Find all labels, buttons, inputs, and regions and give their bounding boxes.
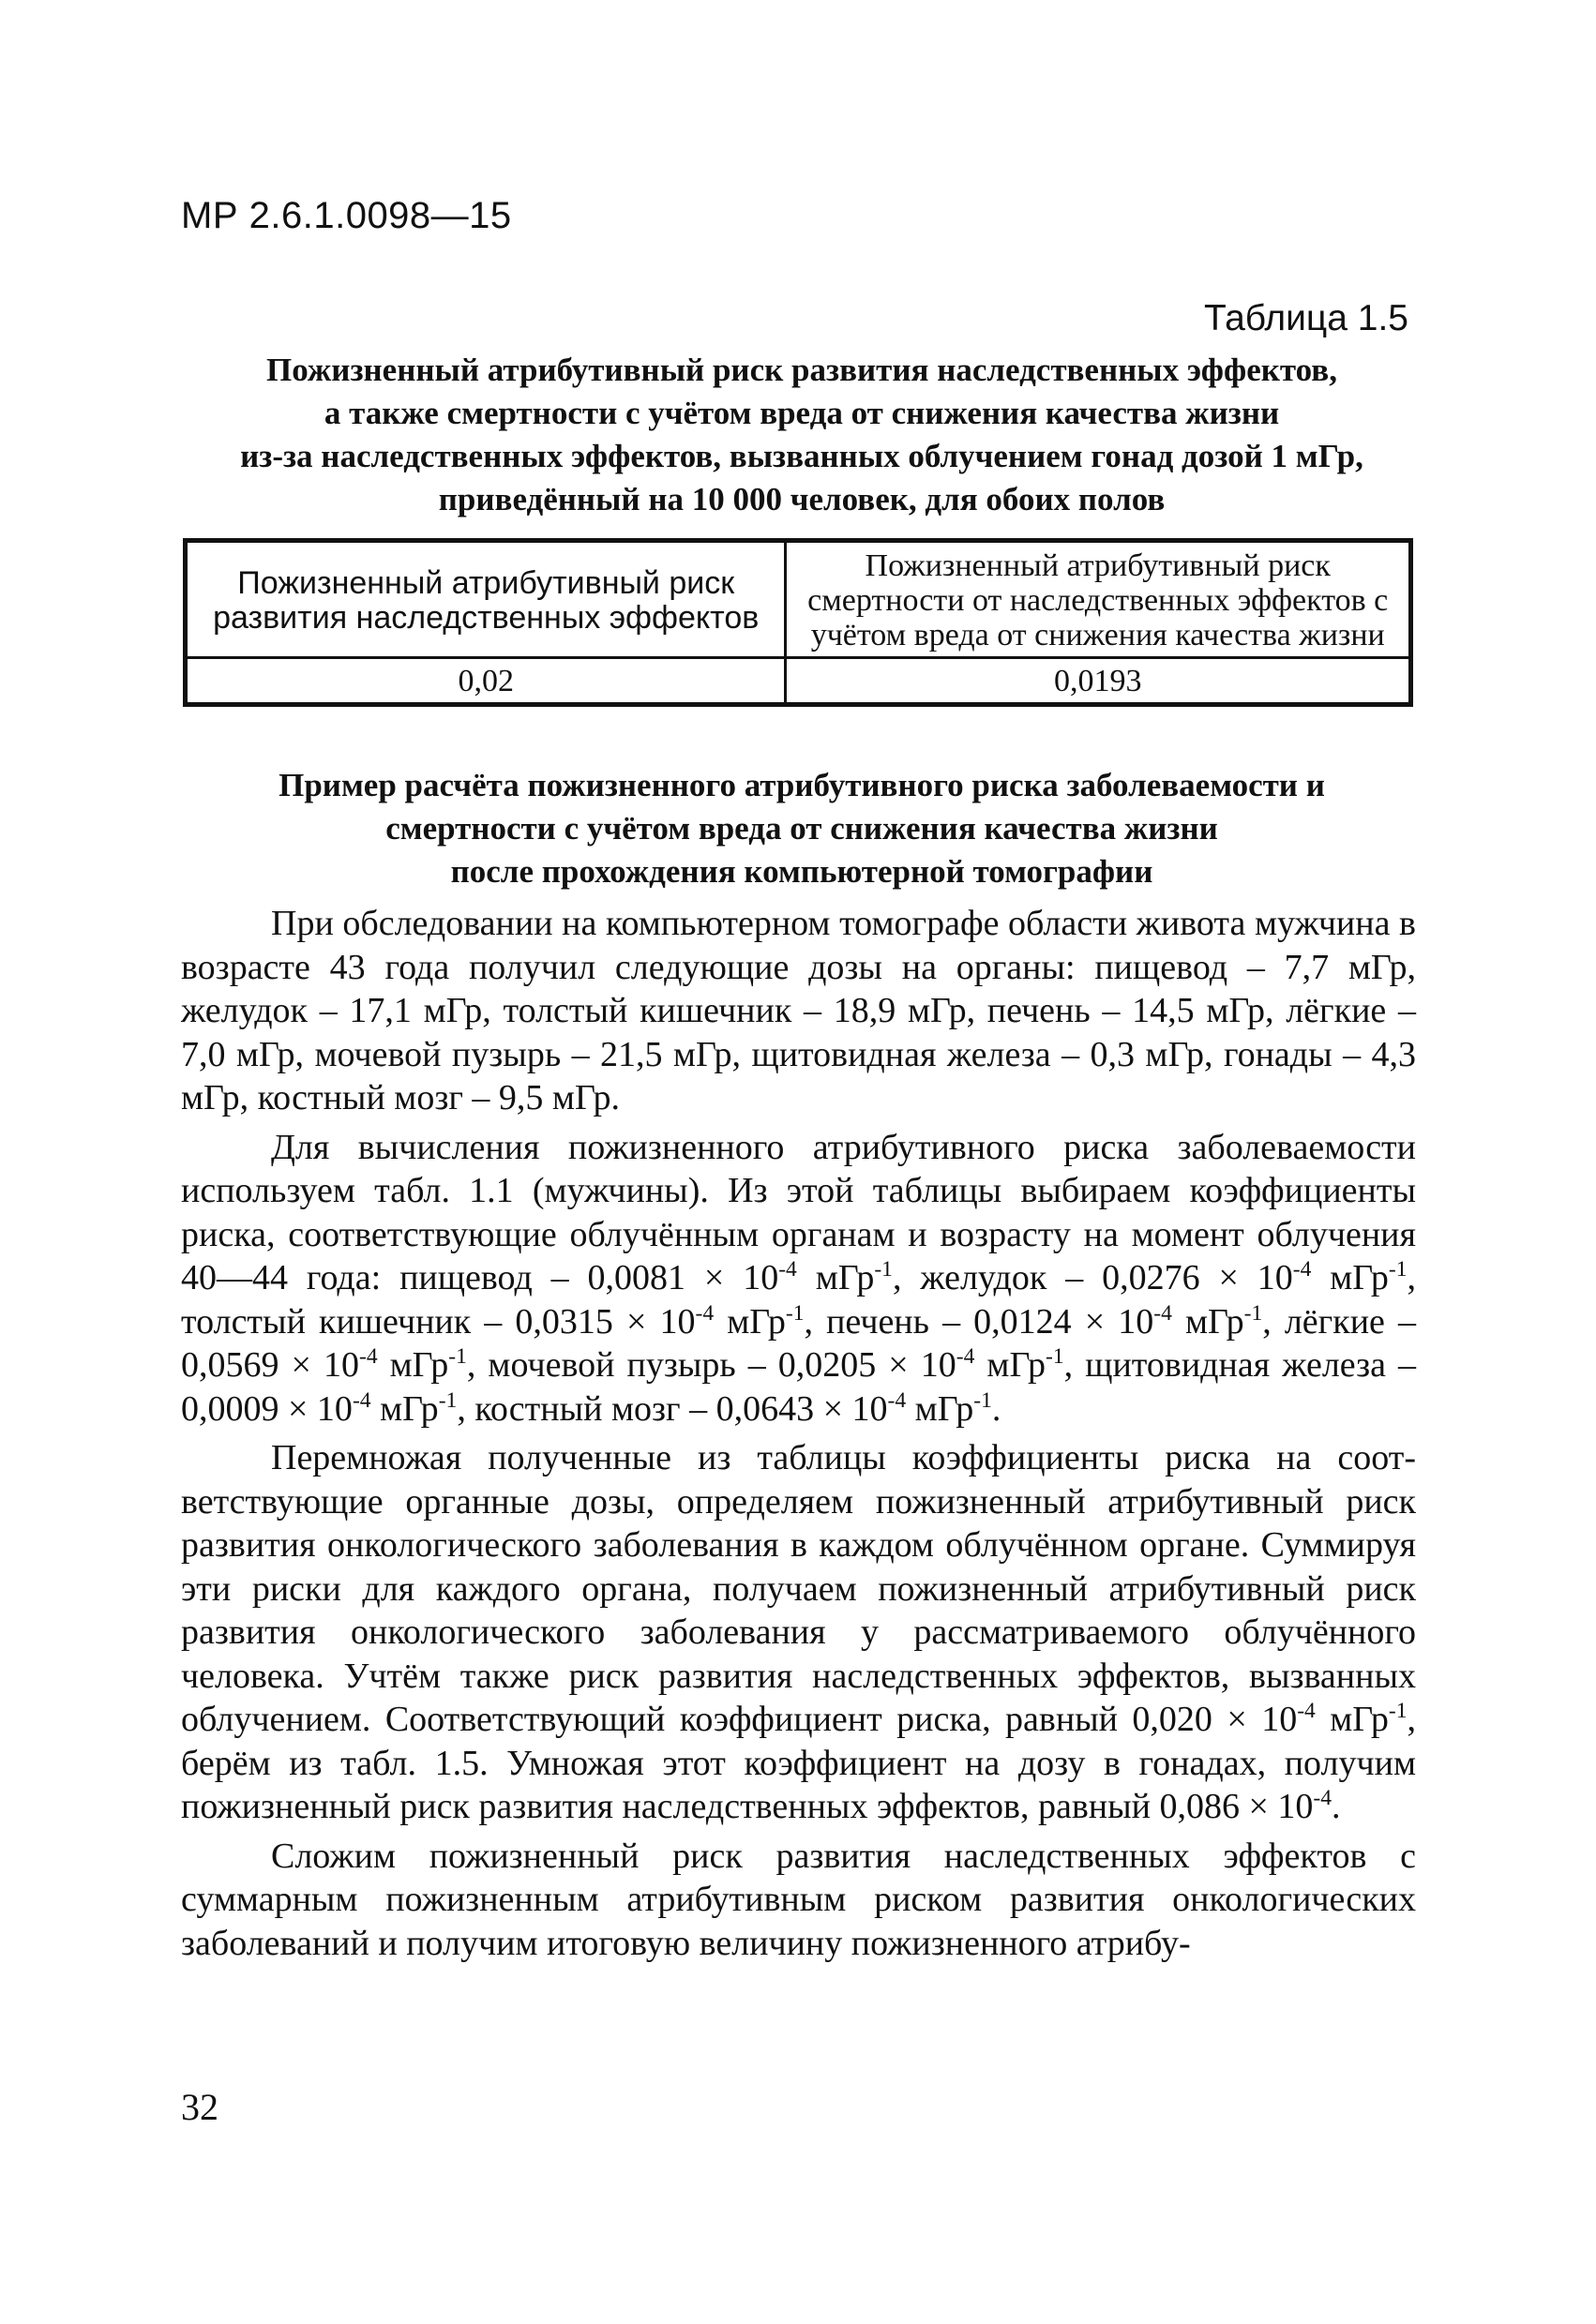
coefficient-item: щитовидная железа – $0,0009 \times 10^{-4}$ мГр$^{-1}$, <box>181 1345 1417 1429</box>
exponent: -1 <box>973 1387 992 1413</box>
coefficient-organ: толстый кишечник – 0,0315 × 10 <box>181 1301 696 1342</box>
exponent: -1 <box>1388 1256 1408 1282</box>
exponent: -1 <box>438 1387 458 1413</box>
table-header-row <box>186 541 1411 658</box>
unit: мГр <box>796 1258 875 1297</box>
table-title-line: Пожизненный атрибутивный риск развития наследственных эффектов, <box>266 352 1337 388</box>
column-header-hereditary-risk: Пожизненный атрибутивный риск развития наследственных эффектов <box>186 541 786 658</box>
unit: мГр <box>1311 1258 1389 1297</box>
paragraph-summation <box>181 1436 1416 1829</box>
paragraph-doses: При обследовании на компьютерном томографе области живота мужчина в возрасте 43 года получил следующие дозы на органы: пищевод – 7,7 мГр, желудок – 17,1 мГр, толстый кишечник – 18,9 мГр, печень – 14,5 мГр, лёгкие – 7,0 мГр, мочевой пузырь – 21,5 мГр, щитовидная железа – 0,3 мГр, гонады – 4,3 мГр, костный мозг – 9,5 мГр. <box>181 904 1416 1117</box>
coefficient-item: желудок – $0,0276 \times 10^{-4}$ мГр$^{-1}$, <box>920 1256 1417 1297</box>
risk-table <box>183 538 1413 707</box>
exponent: -1 <box>1388 1698 1408 1723</box>
body-text <box>181 902 1416 1971</box>
text-segment: . <box>1332 1787 1341 1826</box>
coefficient-item: лёгкие – $0,0569 \times 10^{-4}$ мГр$^{-1}$, <box>181 1301 1416 1385</box>
text-segment: Перемножая полученные из таблицы коэффициенты риска на соответствующие органные дозы, определяем пожизненный атрибутивный риск развития онкологического заболевания в каждом облучённом органе. Суммируя эти риски для каждого органа, получаем пожизненный атрибутивный риск развития онкологического заболевания у рассматриваемого облучённого человека. Учтём также риск развития наследственных эффектов, вызванных облучением. Соответствующий коэффициент риска, равный 0,020 × 10 <box>181 1438 1416 1739</box>
coefficient-organ: мочевой пузырь – 0,0205 × 10 <box>488 1345 956 1385</box>
section-title-line: смертности с учётом вреда от снижения качества жизни <box>385 810 1218 847</box>
unit: мГр <box>377 1345 449 1385</box>
section-title-line: после прохождения компьютерной томографии <box>450 853 1153 890</box>
paragraph-coefficients <box>181 1126 1416 1432</box>
table-cell: 0,0193 <box>786 658 1411 705</box>
exponent: -4 <box>887 1387 907 1413</box>
exponent: -4 <box>1313 1785 1333 1810</box>
coefficient-organ: желудок – 0,0276 × 10 <box>920 1258 1293 1297</box>
text-segment: мГр <box>1315 1700 1389 1739</box>
coefficient-organ: лёгкие – 0,0569 × 10 <box>181 1301 1416 1385</box>
unit: мГр <box>974 1345 1046 1385</box>
exponent: -4 <box>1297 1698 1316 1723</box>
coefficient-organ: щитовидная железа – 0,0009 × 10 <box>181 1345 1417 1429</box>
exponent: -1 <box>448 1343 467 1369</box>
coefficient-item: мочевой пузырь – $0,0205 \times 10^{-4}$ мГр$^{-1}$, <box>488 1343 1086 1385</box>
coefficient-organ: костный мозг – 0,0643 × 10 <box>474 1388 888 1429</box>
exponent: -4 <box>358 1343 378 1369</box>
table-row <box>186 658 1411 705</box>
paragraph-total: Сложим пожизненный риск развития наследственных эффектов с суммарным пожизненным атрибутивным риском развития онкологических заболеваний и получим итоговую величину пожизненного атрибу- <box>181 1836 1416 1963</box>
unit: мГр <box>370 1388 439 1429</box>
coefficient-item: костный мозг – $0,0643 \times 10^{-4}$ мГр$^{-1}$. <box>474 1387 1001 1429</box>
exponent: -1 <box>1046 1343 1064 1369</box>
column-header-mortality-risk: Пожизненный атрибутивный риск смертности от наследственных эффектов с учётом вреда от снижения качества жизни <box>786 541 1411 658</box>
document-code: МР 2.6.1.0098—15 <box>181 195 512 236</box>
table-cell: 0,02 <box>186 658 786 705</box>
table-title-line: из-за наследственных эффектов, вызванных облучением гонад дозой 1 мГр, <box>240 438 1363 474</box>
exponent: -4 <box>1153 1300 1172 1326</box>
coefficient-item: печень – $0,0124 \times 10^{-4}$ мГр$^{-1}$, <box>826 1300 1285 1342</box>
exponent: -4 <box>956 1343 975 1369</box>
unit: мГр <box>714 1301 786 1342</box>
exponent: -4 <box>695 1300 715 1326</box>
text-segment: , берём из табл. 1.5. Умножая этот коэффициент на дозу в гонадах, получим пожизненный риск развития наследственных эффектов, равный 0,086 × 10 <box>181 1700 1416 1826</box>
exponent: -1 <box>874 1256 893 1282</box>
paragraph-intro: Для вычисления пожизненного атрибутивного риска заболеваемости используем табл. 1.1 (мужчины). Из этой таблицы выбираем коэффициенты риска, соответствующие облучённым органам и возрасту на момент облучения 40—44 года: <box>181 1127 1416 1297</box>
table-title-line: приведённый на 10 000 человек, для обоих полов <box>438 481 1166 517</box>
exponent: -4 <box>778 1256 797 1282</box>
coefficient-organ: печень – 0,0124 × 10 <box>826 1301 1154 1342</box>
unit: мГр <box>906 1388 974 1429</box>
coefficient-item: пищевод – $0,0081 \times 10^{-4}$ мГр$^{-1}$, <box>399 1256 921 1297</box>
page-number: 32 <box>181 2086 218 2128</box>
table-title <box>178 349 1425 521</box>
section-title-line: Пример расчёта пожизненного атрибутивного риска заболеваемости и <box>279 767 1325 803</box>
exponent: -4 <box>352 1387 371 1413</box>
section-title <box>178 764 1425 893</box>
coefficient-organ: пищевод – 0,0081 × 10 <box>399 1258 779 1297</box>
exponent: -4 <box>1292 1256 1312 1282</box>
exponent: -1 <box>785 1300 805 1326</box>
exponent: -1 <box>1243 1300 1263 1326</box>
table-label: Таблица 1.5 <box>1204 298 1408 338</box>
coefficient-item: толстый кишечник – $0,0315 \times 10^{-4}$ мГр$^{-1}$, <box>181 1300 827 1342</box>
unit: мГр <box>1171 1301 1244 1342</box>
table-title-line: а также смертности с учётом вреда от снижения качества жизни <box>324 395 1280 431</box>
